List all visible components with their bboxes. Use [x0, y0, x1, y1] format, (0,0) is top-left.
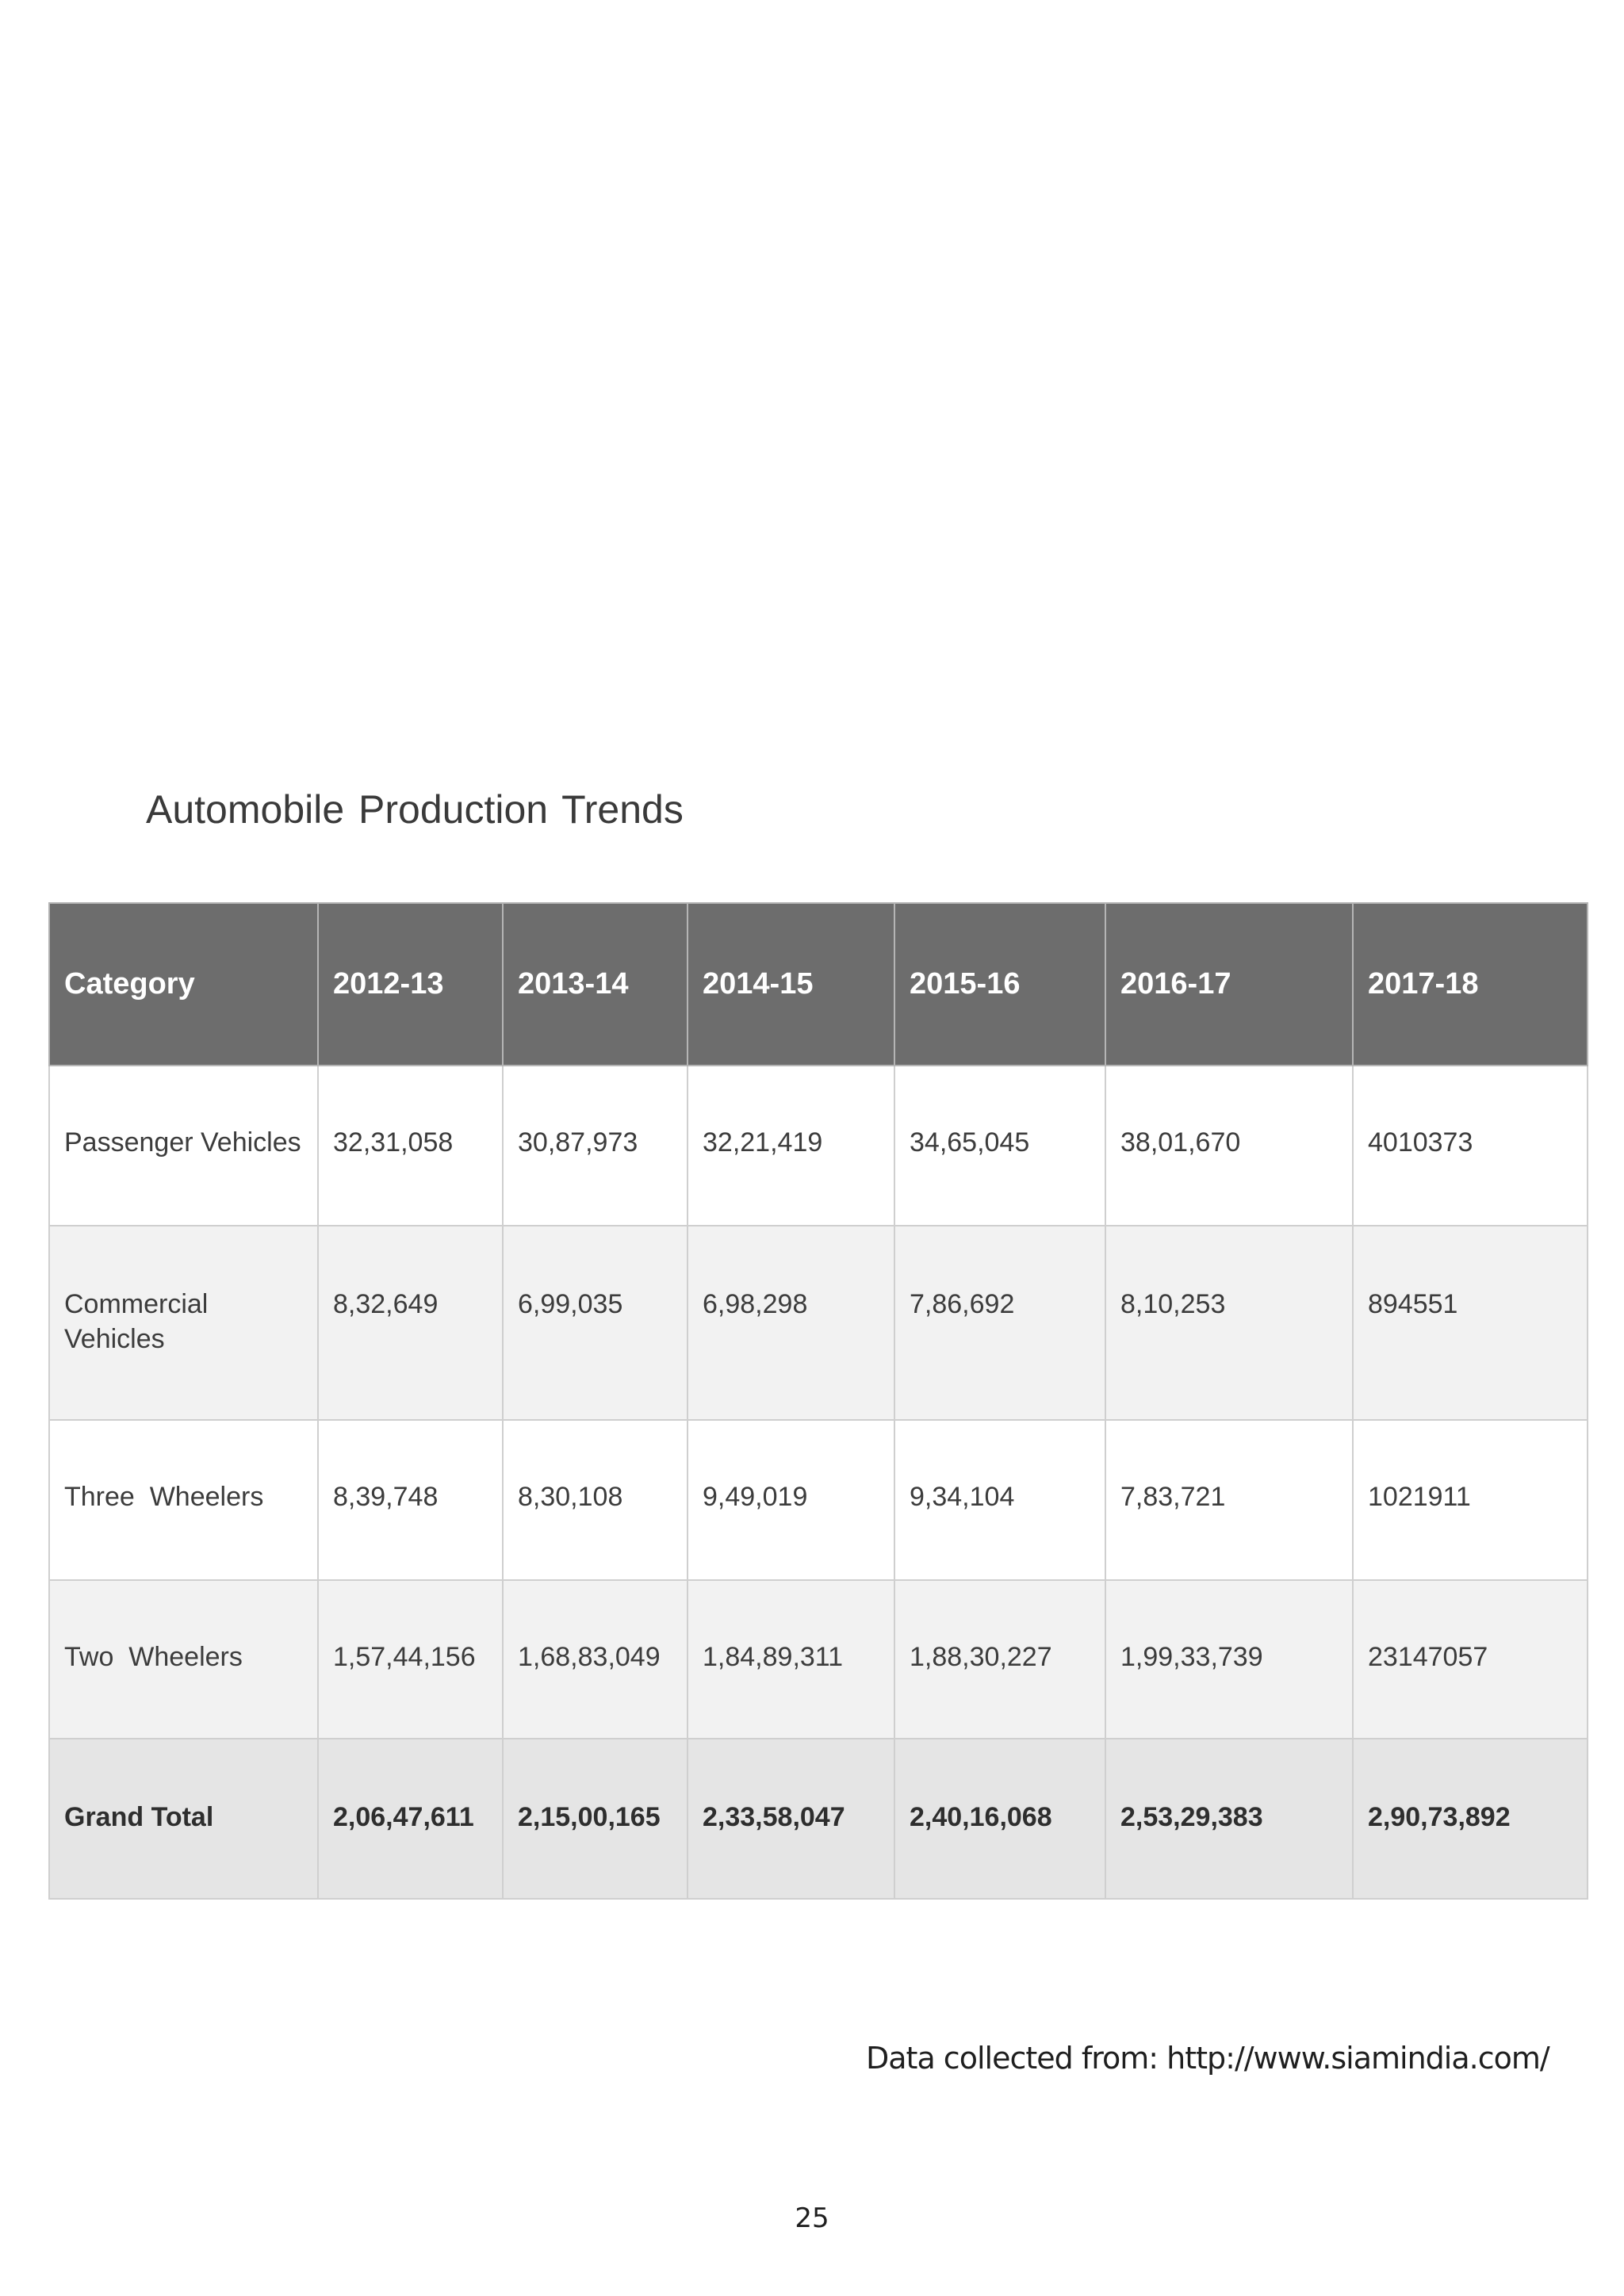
table-cell: 894551 [1353, 1226, 1588, 1420]
table-cell: 1021911 [1353, 1420, 1588, 1580]
total-cell: 2,53,29,383 [1105, 1739, 1353, 1899]
header-year: 2015-16 [894, 903, 1105, 1066]
page-number: 25 [795, 2202, 829, 2234]
header-year: 2012-13 [318, 903, 503, 1066]
header-category: Category [49, 903, 318, 1066]
total-cell: 2,90,73,892 [1353, 1739, 1588, 1899]
table-cell: 6,98,298 [688, 1226, 894, 1420]
table-cell: 32,21,419 [688, 1066, 894, 1226]
table-cell: 1,99,33,739 [1105, 1580, 1353, 1739]
table-cell: 7,83,721 [1105, 1420, 1353, 1580]
page-title: Automobile Production Trends [146, 787, 684, 832]
header-year: 2016-17 [1105, 903, 1353, 1066]
table-row [49, 1580, 1588, 1739]
table-cell: 30,87,973 [503, 1066, 688, 1226]
table-cell: 23147057 [1353, 1580, 1588, 1739]
row-category: Three Wheelers [49, 1420, 318, 1580]
table-cell: 1,88,30,227 [894, 1580, 1105, 1739]
table-cell: 1,68,83,049 [503, 1580, 688, 1739]
table-cell: 34,65,045 [894, 1066, 1105, 1226]
table-row [49, 1420, 1588, 1580]
table-row [49, 1066, 1588, 1226]
table-cell: 6,99,035 [503, 1226, 688, 1420]
grand-total-row [49, 1739, 1588, 1899]
table-cell: 9,49,019 [688, 1420, 894, 1580]
table-cell: 8,32,649 [318, 1226, 503, 1420]
total-cell: 2,33,58,047 [688, 1739, 894, 1899]
header-year: 2014-15 [688, 903, 894, 1066]
total-label: Grand Total [49, 1739, 318, 1899]
table-cell: 8,30,108 [503, 1420, 688, 1580]
source-note: Data collected from: http://www.siamindia.com/ [866, 2041, 1549, 2076]
header-year: 2013-14 [503, 903, 688, 1066]
row-category: Two Wheelers [49, 1580, 318, 1739]
total-cell: 2,40,16,068 [894, 1739, 1105, 1899]
table-cell: 4010373 [1353, 1066, 1588, 1226]
total-cell: 2,06,47,611 [318, 1739, 503, 1899]
table-cell: 38,01,670 [1105, 1066, 1353, 1226]
table-cell: 9,34,104 [894, 1420, 1105, 1580]
total-cell: 2,15,00,165 [503, 1739, 688, 1899]
row-category: Passenger Vehicles [49, 1066, 318, 1226]
header-year: 2017-18 [1353, 903, 1588, 1066]
table-cell: 32,31,058 [318, 1066, 503, 1226]
row-category: Commercial Vehicles [49, 1226, 318, 1420]
table-row [49, 1226, 1588, 1420]
production-table-container [48, 902, 1587, 1900]
table-cell: 7,86,692 [894, 1226, 1105, 1420]
table-cell: 1,84,89,311 [688, 1580, 894, 1739]
table-cell: 8,10,253 [1105, 1226, 1353, 1420]
production-table [48, 902, 1588, 1900]
table-cell: 1,57,44,156 [318, 1580, 503, 1739]
table-cell: 8,39,748 [318, 1420, 503, 1580]
table-header-row [49, 903, 1588, 1066]
